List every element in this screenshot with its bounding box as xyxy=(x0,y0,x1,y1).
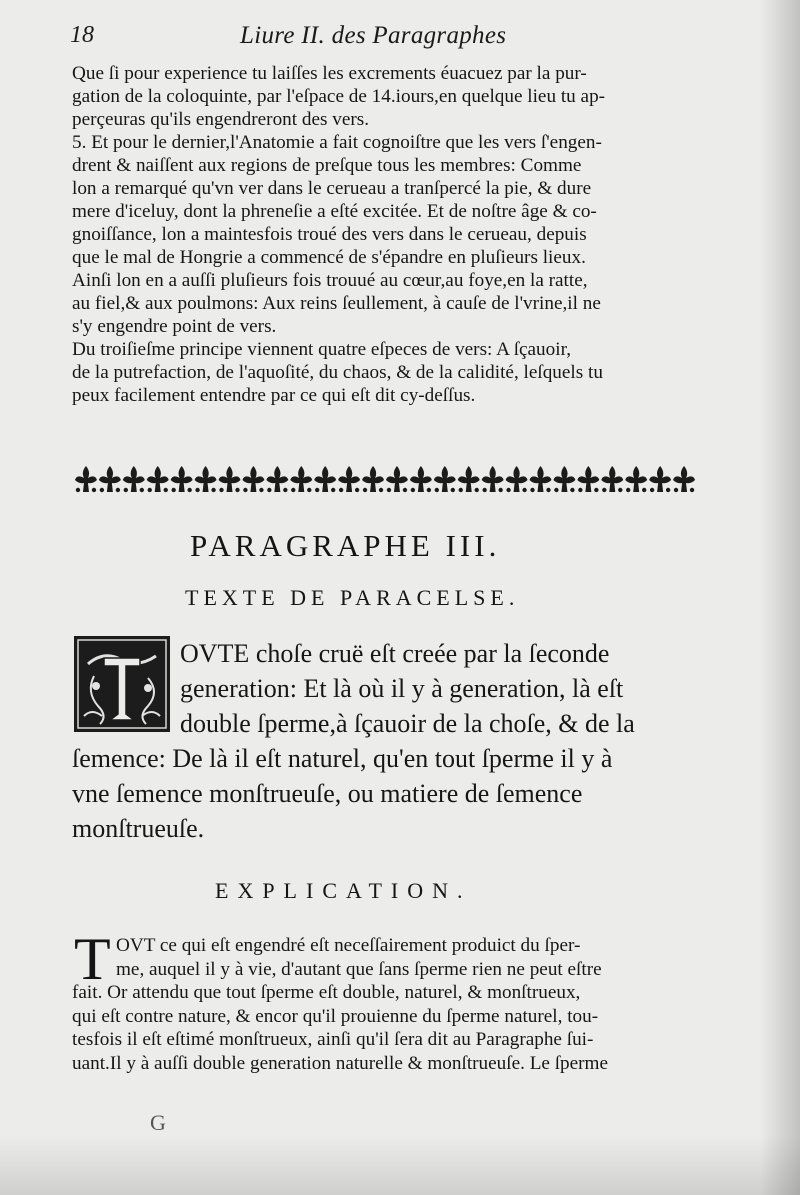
fleuron-ornament xyxy=(601,466,623,492)
text-line: generation: Et là où il y à generation, là eſt xyxy=(180,674,624,703)
text-line: monſtrueuſe. xyxy=(72,814,205,843)
explication-heading: EXPLICATION. xyxy=(215,878,472,903)
fleuron-ornament xyxy=(506,466,528,492)
fleuron-ornament xyxy=(625,466,647,492)
text-line: gnoiſſance, lon a maintesfois troué des vers dans le cerueau, depuis xyxy=(72,224,587,245)
text-line: s'y engendre point de vers. xyxy=(72,316,277,337)
text-line: gation de la coloquinte, par l'eſpace de 14.iours,en quelque lieu tu ap- xyxy=(72,86,606,107)
explication-paragraph xyxy=(72,934,698,1075)
fleuron-ornament xyxy=(530,466,552,492)
text-line: uant.Il y à auſſi double generation naturelle & monſtrueuſe. Le ſperme xyxy=(72,1052,608,1074)
intro-paragraph xyxy=(72,62,698,407)
text-line: mere d'iceluy, dont la phreneſie a eſté excitée. Et de noſtre âge & co- xyxy=(72,201,597,222)
explication-initial: T xyxy=(74,926,111,992)
text-line: ſemence: De là il eſt naturel, qu'en tout ſperme il y à xyxy=(72,744,613,773)
page-edge-shadow xyxy=(760,0,800,1195)
text-line: Du troiſieſme principe viennent quatre eſpeces de vers: A ſçauoir, xyxy=(72,339,571,360)
fleuron-ornament xyxy=(171,466,193,492)
text-line: lon a remarqué qu'vn ver dans le cerueau a tranſpercé la pie, & dure xyxy=(72,178,592,199)
text-line: que le mal de Hongrie a commencé de s'épandre en pluſieurs lieux. xyxy=(72,247,586,268)
fleuron-ornament xyxy=(434,466,456,492)
fleuron-ornament-band xyxy=(74,462,696,498)
text-line: tesfois il eſt eſtimé monſtrueux, ainſi qu'il ſera dit au Paragraphe ſui- xyxy=(72,1029,594,1050)
fleuron-ornament xyxy=(482,466,504,492)
running-title: Liure II. des Paragraphes xyxy=(240,22,507,49)
text-line: Ainſi lon en a auſſi pluſieurs fois trouué au cœur,au foye,en la ratte, xyxy=(72,270,588,291)
page-number: 18 xyxy=(70,22,94,48)
fleuron-ornament xyxy=(314,466,336,492)
fleuron-ornament xyxy=(673,466,695,492)
fleuron-ornament xyxy=(338,466,360,492)
fleuron-ornament xyxy=(410,466,432,492)
text-line: double ſperme,à ſçauoir de la choſe, & de la xyxy=(180,709,635,738)
text-line: OVT ce qui eſt engendré eſt neceſſairement produict du ſper- xyxy=(116,935,581,956)
text-line: peux facilement entendre par ce qui eſt dit cy-deſſus. xyxy=(72,385,476,406)
fleuron-ornament xyxy=(362,466,384,492)
text-line: de la putrefaction, de l'aquoſité, du chaos, & de la calidité, leſquels tu xyxy=(72,362,603,383)
fleuron-ornament xyxy=(219,466,241,492)
page-bottom-shade xyxy=(0,1135,800,1195)
fleuron-ornament xyxy=(577,466,599,492)
signature-mark: G xyxy=(150,1110,166,1135)
page-header xyxy=(70,22,710,58)
fleuron-ornament xyxy=(147,466,169,492)
fleuron-ornament xyxy=(123,466,145,492)
fleuron-ornament xyxy=(386,466,408,492)
text-line: OVTE choſe cruë eſt creée par la ſeconde xyxy=(180,639,610,668)
fleuron-ornament xyxy=(99,466,121,492)
text-line: fait. Or attendu que tout ſperme eſt double, naturel, & monſtrueux, xyxy=(72,982,581,1003)
fleuron-ornament xyxy=(266,466,288,492)
text-line: perçeuras qu'ils engendreront des vers. xyxy=(72,109,370,130)
fleuron-ornament xyxy=(195,466,217,492)
fleuron-ornament xyxy=(75,466,97,492)
texte-heading: TEXTE DE PARACELSE. xyxy=(185,585,520,610)
fleuron-ornament xyxy=(458,466,480,492)
fleuron-ornament xyxy=(553,466,575,492)
paragraph-heading: PARAGRAPHE III. xyxy=(190,528,501,563)
text-line: vne ſemence monſtrueuſe, ou matiere de ſemence xyxy=(72,779,583,808)
fleuron-ornament xyxy=(649,466,671,492)
texte-paragraph xyxy=(72,636,698,846)
text-line: Que ſi pour experience tu laiſſes les excrements éuacuez par la pur- xyxy=(72,63,587,84)
fleuron-ornament xyxy=(290,466,312,492)
text-line: me, auquel il y à vie, d'autant que ſans ſperme rien ne peut eſtre xyxy=(116,958,602,980)
text-line: drent & naiſſent aux regions de preſque tous les membres: Comme xyxy=(72,155,582,176)
text-line: au fiel,& aux poulmons: Aux reins ſeullement, à cauſe de l'vrine,il ne xyxy=(72,293,601,314)
text-line: 5. Et pour le dernier,l'Anatomie a fait cognoiſtre que les vers ſ'engen- xyxy=(72,132,602,153)
text-line: qui eſt contre nature, & encor qu'il prouienne du ſperme naturel, tou- xyxy=(72,1005,599,1027)
fleuron-ornament xyxy=(242,466,264,492)
